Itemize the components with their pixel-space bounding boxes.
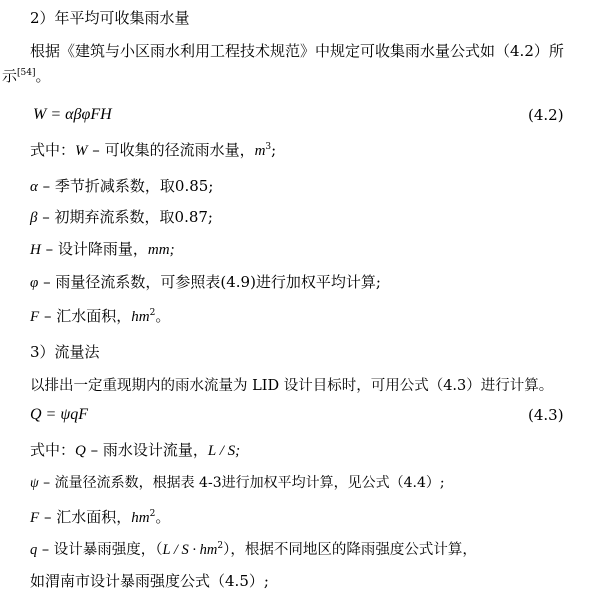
where-prefix: 式中： bbox=[30, 441, 76, 459]
dash: – bbox=[38, 273, 56, 291]
unit-exponent: 2 bbox=[149, 509, 156, 519]
dash: – bbox=[85, 441, 103, 459]
dash: – bbox=[37, 177, 55, 195]
dash: – bbox=[37, 208, 55, 226]
unit-exponent: 3 bbox=[265, 142, 272, 152]
unit: m bbox=[254, 143, 266, 159]
paragraph-text: 。 bbox=[35, 67, 51, 85]
unit: hm bbox=[131, 510, 150, 526]
symbol: F bbox=[30, 510, 40, 526]
definition-row bbox=[30, 306, 170, 327]
symbol: α bbox=[30, 179, 38, 195]
definition-text: 流量径流系数，根据表 4-3进行加权平均计算，见公式（4.4）; bbox=[54, 475, 445, 491]
equation-4-3: Q = ψqF bbox=[30, 406, 89, 423]
symbol: F bbox=[30, 309, 40, 325]
definition-row bbox=[30, 207, 213, 228]
definition-text: 雨水设计流量， bbox=[102, 441, 208, 459]
dash: – bbox=[87, 141, 105, 159]
symbol: β bbox=[30, 210, 38, 226]
definition-row bbox=[30, 239, 175, 260]
definition-row bbox=[30, 473, 445, 494]
paragraph-line: 如渭南市设计暴雨强度公式（4.5）; bbox=[30, 572, 269, 590]
unit: hm bbox=[131, 309, 150, 325]
paragraph-text: 示 bbox=[2, 67, 18, 85]
definition-text: 设计降雨量， bbox=[57, 240, 148, 258]
symbol: H bbox=[30, 242, 41, 258]
dash: – bbox=[40, 240, 58, 258]
symbol: Q bbox=[75, 443, 86, 459]
dash: – bbox=[38, 475, 55, 491]
definition-row bbox=[30, 440, 240, 461]
symbol: W bbox=[75, 143, 88, 159]
definition-row bbox=[30, 272, 381, 293]
dash: – bbox=[39, 508, 57, 526]
symbol: q bbox=[30, 542, 38, 558]
definition-end: ），根据不同地区的降雨强度公式计算， bbox=[223, 542, 477, 558]
definition-text: 设计暴雨强度，（ bbox=[53, 542, 163, 558]
dash: – bbox=[39, 307, 57, 325]
definition-row bbox=[30, 540, 477, 560]
definition-text: 汇水面积， bbox=[56, 307, 132, 325]
equation-4-2: W = αβφFH bbox=[33, 106, 112, 123]
symbol: φ bbox=[30, 275, 39, 291]
definition-text: 初期弃流系数，取0.87; bbox=[54, 208, 213, 226]
definition-text: 季节折减系数，取0.85; bbox=[54, 177, 214, 195]
paragraph-line: 根据《建筑与小区雨水利用工程技术规范》中规定可收集雨水量公式如（4.2）所 bbox=[30, 42, 564, 60]
definition-end: ; bbox=[271, 141, 277, 159]
definition-text: 汇水面积， bbox=[56, 508, 132, 526]
paragraph-line bbox=[2, 66, 51, 86]
section-heading-3: 3）流量法 bbox=[30, 343, 100, 361]
dash: – bbox=[37, 542, 54, 558]
unit: mm; bbox=[147, 242, 175, 258]
unit-exponent: 2 bbox=[149, 308, 156, 318]
definition-row bbox=[30, 176, 213, 197]
definition-text: 雨量径流系数，可参照表(4.9)进行加权平均计算; bbox=[55, 273, 381, 291]
citation-ref: [54] bbox=[17, 68, 36, 78]
section-heading-2: 2）年平均可收集雨水量 bbox=[30, 9, 190, 27]
definition-end: 。 bbox=[155, 508, 171, 526]
where-prefix: 式中： bbox=[30, 141, 76, 159]
definition-row bbox=[30, 507, 170, 528]
definition-text: 可收集的径流雨水量， bbox=[104, 141, 255, 159]
unit-exponent: 2 bbox=[217, 541, 224, 551]
definition-end: 。 bbox=[155, 307, 171, 325]
equation-number: (4.3) bbox=[528, 406, 564, 424]
unit: L / S; bbox=[207, 443, 241, 459]
unit: L / S · hm bbox=[162, 542, 218, 558]
symbol: ψ bbox=[30, 476, 39, 491]
paragraph-line: 以排出一定重现期内的雨水流量为 LID 设计目标时，可用公式（4.3）进行计算。 bbox=[30, 378, 554, 394]
equation-number: (4.2) bbox=[528, 106, 564, 124]
definition-row bbox=[30, 140, 276, 161]
